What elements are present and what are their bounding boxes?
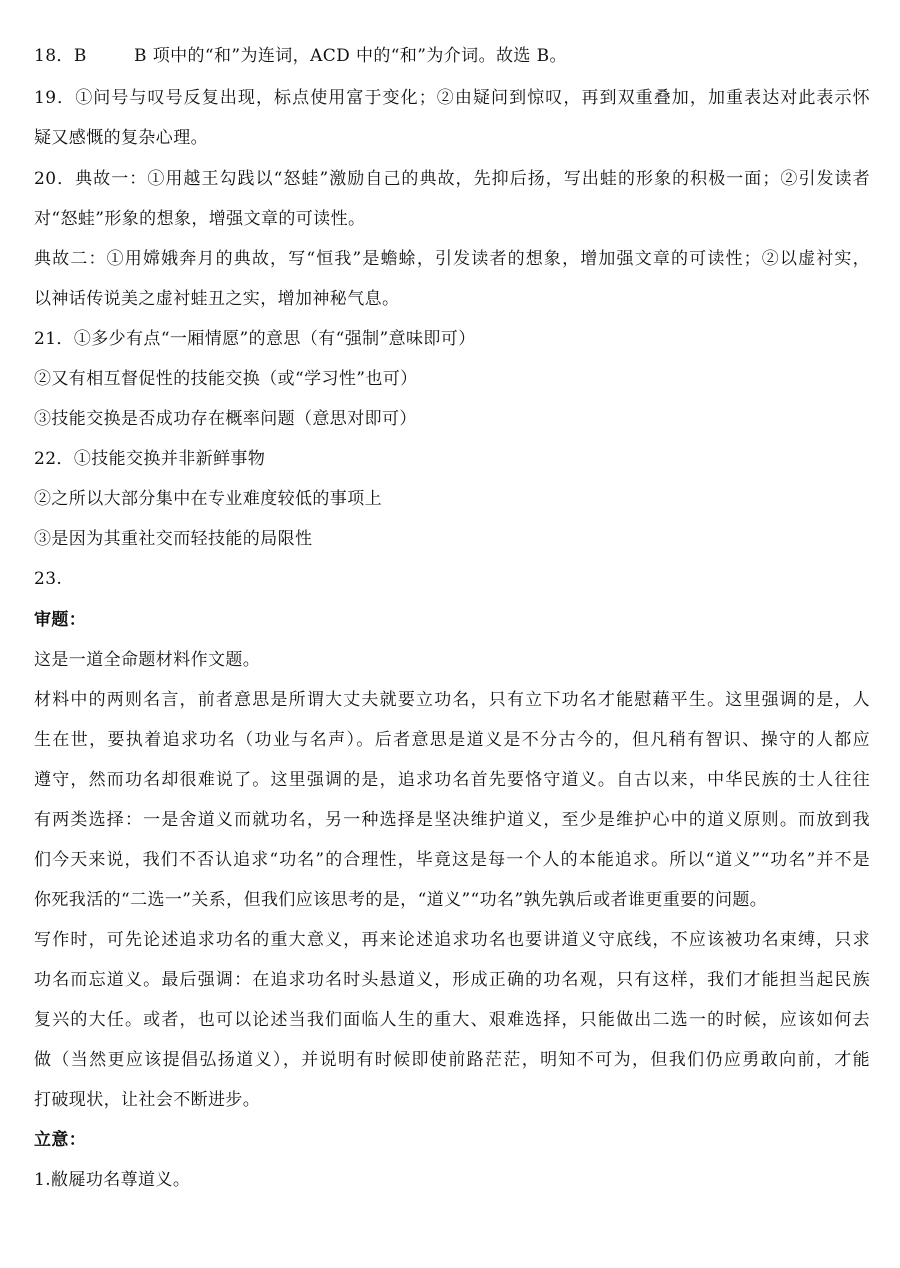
answer-20-line-3: 典故二：①用嫦娥奔月的典故，写“恒我”是蟾蜍，引发读者的想象，增加强文章的可读性；②以虚衬实， (34, 249, 870, 269)
shenti-heading: 审题： (34, 610, 87, 630)
para1-line-1: 材料中的两则名言，前者意思是所谓大丈夫就要立功名，只有立下功名才能慰藉平生。这里强调的是，人 (34, 690, 870, 710)
answer-18 (34, 45, 870, 67)
answer-22-line-3: ③是因为其重社交而轻技能的局限性 (34, 529, 313, 549)
para2-line-1: 写作时，可先论述追求功名的重大意义，再来论述追求功名也要讲道义守底线，不应该被功名束缚，只求 (34, 930, 870, 950)
para2-line-4: 做（当然更应该提倡弘扬道义），并说明有时候即使前路茫茫，明知不可为，但我们仍应勇敢向前，才能 (34, 1050, 870, 1070)
answer-21-line-2: ②又有相互督促性的技能交换（或“学习性”也可） (34, 369, 418, 389)
answer-18-explanation: B 项中的“和”为连词，ACD 中的“和”为介词。故选 B。 (134, 46, 567, 66)
answer-20-line-1: 20．典故一：①用越王勾践以“怒蛙”激励自己的典故，先抑后扬，写出蛙的形象的积极一面；②引发读者 (34, 169, 870, 189)
para2-line-5: 打破现状，让社会不断进步。 (34, 1090, 261, 1110)
answer-18-choice: 18．B (34, 46, 87, 66)
answer-23-intro: 这是一道全命题材料作文题。 (34, 650, 261, 670)
para1-line-4: 有两类选择：一是舍道义而就功名，另一种选择是坚决维护道义，至少是维护心中的道义原则。而放到我 (34, 810, 870, 830)
answer-20-line-4: 以神话传说美之虚衬蛙丑之实，增加神秘气息。 (34, 289, 400, 309)
liyi-heading: 立意： (34, 1130, 87, 1150)
answer-23-number: 23. (34, 569, 63, 589)
answer-22-line-1: 22．①技能交换并非新鲜事物 (34, 449, 266, 469)
para2-line-3: 复兴的大任。或者，也可以论述当我们面临人生的重大、艰难选择，只能做出二选一的时候，应该如何去 (34, 1010, 870, 1030)
para2-line-2: 功名而忘道义。最后强调：在追求功名时头悬道义，形成正确的功名观，只有这样，我们才能担当起民族 (34, 970, 870, 990)
answer-19-line-1: 19．①问号与叹号反复出现，标点使用富于变化；②由疑问到惊叹，再到双重叠加，加重表达对此表示怀 (34, 88, 870, 108)
answer-19-line-2: 疑又感慨的复杂心理。 (34, 128, 208, 148)
liyi-item-1: 1.敝屣功名尊道义。 (34, 1170, 191, 1190)
para1-line-3: 遵守，然而功名却很难说了。这里强调的是，追求功名首先要恪守道义。自古以来，中华民族的士人往往 (34, 770, 870, 790)
para1-line-6: 你死我活的“二选一”关系，但我们应该思考的是，“道义”“功名”孰先孰后或者谁更重要的问题。 (34, 890, 768, 910)
para1-line-5: 们今天来说，我们不否认追求“功名”的合理性，毕竟这是每一个人的本能追求。所以“道义”“功名”并不是 (34, 850, 870, 870)
para1-line-2: 生在世，要执着追求功名（功业与名声）。后者意思是道义是不分古今的，但凡稍有智识、操守的人都应 (34, 730, 870, 750)
answer-20-line-2: 对“怒蛙”形象的想象，增强文章的可读性。 (34, 209, 366, 229)
answer-22-line-2: ②之所以大部分集中在专业难度较低的事项上 (34, 489, 382, 509)
answer-21-line-1: 21．①多少有点“一厢情愿”的意思（有“强制”意味即可） (34, 329, 476, 349)
answer-21-line-3: ③技能交换是否成功存在概率问题（意思对即可） (34, 409, 417, 429)
